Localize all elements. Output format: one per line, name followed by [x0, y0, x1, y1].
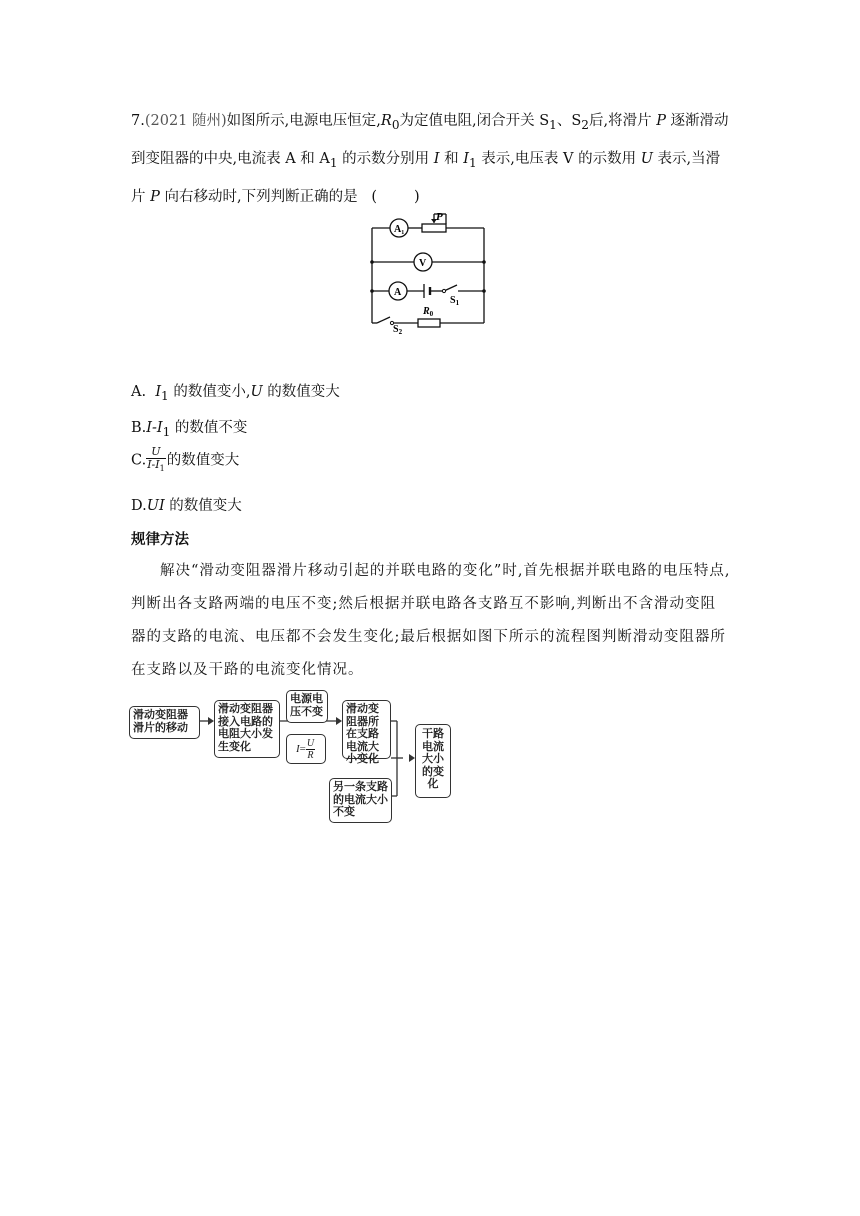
- question-text-part: 后,将滑片: [588, 113, 657, 129]
- fraction-numerator: U: [146, 446, 166, 459]
- switch-s2-label: $S_2$: [393, 324, 403, 336]
- question-text-part: 表示,当滑片: [131, 150, 721, 205]
- option-a-prefix: A.: [131, 384, 156, 400]
- question-text-part: 向右移动时,下列判断正确的是 ( ): [159, 188, 420, 205]
- question-text-part: 表示,电压表 V 的示数用: [476, 150, 641, 167]
- question-number: 7.: [131, 113, 145, 129]
- option-c-prefix: C.: [131, 452, 147, 469]
- circuit-diagram: [360, 208, 500, 336]
- voltmeter-label: V: [419, 258, 427, 269]
- fraction-denominator: $I-I_1$: [147, 458, 165, 474]
- option-b-text: 的数值不变: [170, 420, 248, 436]
- ohms-law-r: R: [307, 749, 314, 761]
- method-heading: 规律方法: [131, 532, 189, 548]
- r0-label: $R_0$: [423, 306, 434, 318]
- var-i: I: [433, 150, 440, 167]
- option-a-text: 的数值变小,: [168, 384, 251, 400]
- flow-box-other-branch-constant: 另一条支路的电流大小不变: [329, 778, 392, 823]
- option-c-text: 的数值变大: [166, 452, 240, 469]
- option-d: [131, 494, 242, 515]
- ohms-law-fraction: [306, 738, 315, 761]
- option-d-text: 的数值变大: [164, 498, 242, 514]
- ohms-law-i: I: [295, 742, 300, 755]
- var-r0: R: [380, 113, 392, 129]
- var-a1-sub: 1: [329, 155, 338, 170]
- option-a-sub: 1: [161, 388, 169, 403]
- var-p: P: [656, 113, 666, 129]
- option-b-sub: 1: [162, 424, 171, 439]
- method-body: 解决“滑动变阻器滑片移动引起的并联电路的变化”时,首先根据并联电路的电压特点,判断出各支路两端的电压不变;然后根据并联电路各支路互不影响,判断出不含滑动变阻器的支路的电流、电压都不会发生变化;最后根据如图下所示的流程图判断滑动变阻器所在支路以及干路的电流变化情况。: [131, 563, 731, 678]
- question-text-part: 、S: [556, 113, 582, 129]
- question-text-part: 逐渐滑动到变阻器的中央,电流表 A 和 A: [131, 113, 729, 167]
- flow-box-main-current-change: 干路电流大小的变化: [415, 724, 451, 798]
- flow-box-resistance-change: 滑动变阻器接入电路的电阻大小发生变化: [214, 700, 280, 758]
- var-i1-sub: 1: [468, 155, 477, 170]
- option-c: [131, 446, 239, 475]
- option-d-expr: UI: [146, 498, 165, 514]
- question-text-part: 和: [439, 150, 464, 167]
- var-u: U: [640, 150, 653, 167]
- ohms-law-equals: =: [299, 742, 306, 755]
- option-a: [131, 380, 340, 403]
- var-s1-sub: 1: [549, 117, 557, 132]
- option-b-expr: I-I: [146, 420, 163, 436]
- question-text: [131, 104, 731, 214]
- question-source: (2021 随州): [144, 113, 227, 129]
- switch-s1-label: $S_1$: [450, 295, 460, 307]
- question-text-part: 的示数分别用: [337, 150, 434, 167]
- flow-box-ohms-law: [286, 734, 326, 764]
- rheostat-label: P: [436, 211, 443, 223]
- ohms-law-u: U: [306, 737, 315, 749]
- var-r0-sub: 0: [391, 117, 400, 132]
- flow-box-branch-current-change: 滑动变阻器所在支路电流大小变化: [342, 700, 391, 759]
- option-a-var: I: [155, 384, 162, 400]
- option-c-fraction: [146, 446, 166, 475]
- option-b: [131, 416, 247, 439]
- ammeter-a1-label: $A_1$: [394, 224, 405, 236]
- var-s2-sub: 2: [581, 117, 589, 132]
- option-a-text: 的数值变大: [262, 384, 340, 400]
- question-text-part: 如图所示,电源电压恒定,: [226, 113, 381, 129]
- question-text-part: 为定值电阻,闭合开关 S: [399, 113, 550, 129]
- ammeter-a-label: A: [394, 287, 402, 298]
- var-i1: I: [463, 150, 469, 167]
- option-a-var: U: [250, 384, 263, 400]
- flow-box-voltage-constant: 电源电压不变: [286, 690, 328, 723]
- flowchart: [127, 686, 457, 828]
- option-b-prefix: B.: [131, 420, 147, 436]
- option-d-prefix: D.: [131, 498, 147, 514]
- var-p: P: [150, 188, 160, 205]
- flow-box-slider-move: 滑动变阻器滑片的移动: [129, 706, 200, 739]
